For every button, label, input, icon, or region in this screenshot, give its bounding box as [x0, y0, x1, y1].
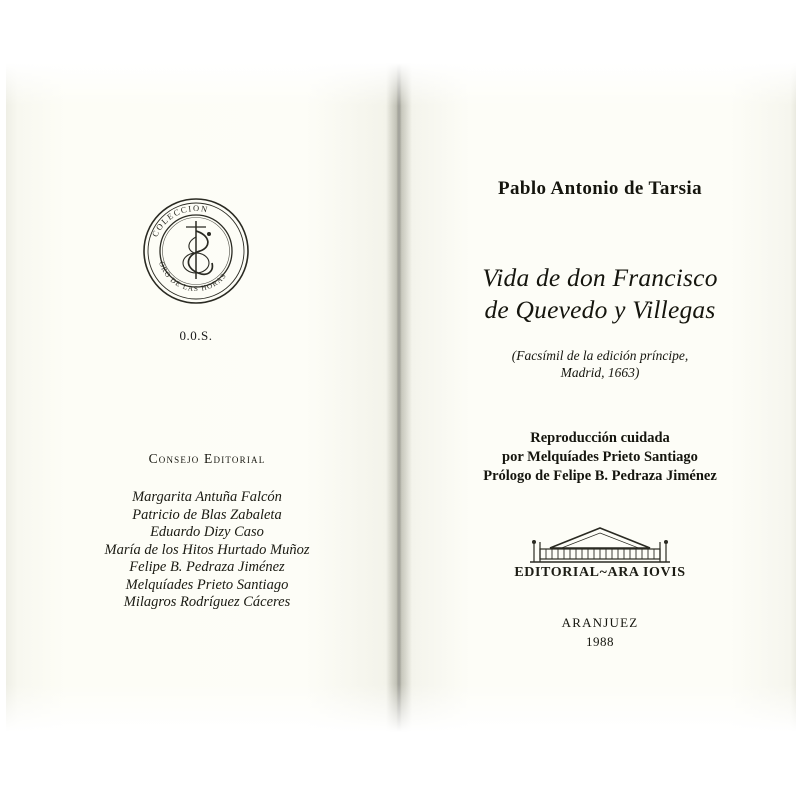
title-page-content [410, 10, 790, 650]
editorial-board-list [42, 489, 372, 612]
svg-text:COLECCION: COLECCION [150, 203, 210, 239]
circular-seal-icon [136, 191, 256, 311]
credits-block [410, 429, 790, 486]
list-item: Eduardo Dizy Caso [150, 524, 264, 540]
edition-note-line-2: Madrid, 1663) [560, 364, 640, 380]
author-name: Pablo Antonio de Tarsia [497, 178, 702, 199]
seal-code-label: 0.0.S. [179, 328, 213, 343]
open-book-spread [0, 10, 800, 780]
credits-line-3: Prólogo de Felipe B. Pedraza Jiménez [483, 468, 717, 484]
publisher-logo-text: EDITORIAL~ARA IOVIS [514, 565, 686, 580]
left-page [6, 10, 398, 771]
list-item: Felipe B. Pedraza Jiménez [129, 559, 285, 575]
list-item: María de los Hitos Hurtado Muñoz [104, 541, 310, 558]
edition-note [410, 348, 790, 381]
credits-line-1: Reproducción cuidada [530, 430, 670, 446]
list-item: Margarita Antuña Falcón [132, 489, 282, 505]
page-title [410, 262, 790, 326]
publication-year: 1988 [586, 634, 614, 649]
book-gutter-shadow [386, 10, 412, 770]
publication-place: ARANJUEZ [561, 615, 639, 630]
editorial-board [42, 451, 372, 612]
title-line-1: Vida de don Francisco [482, 263, 718, 292]
editorial-board-heading: Consejo Editorial [148, 451, 266, 466]
title-line-2: de Quevedo y Villegas [484, 295, 716, 324]
list-item: Milagros Rodríguez Cáceres [123, 594, 291, 610]
svg-text:ORO DE LAS HORAS: ORO DE LAS HORAS [157, 260, 229, 294]
collection-seal-group [126, 191, 266, 344]
publisher-logo-icon [500, 522, 700, 588]
credits-line-2: por Melquíades Prieto Santiago [502, 449, 698, 465]
list-item: Melquíades Prieto Santiago [125, 576, 289, 593]
list-item: Patricio de Blas Zabaleta [132, 506, 282, 523]
edition-note-line-1: (Facsímil de la edición príncipe, [511, 348, 689, 363]
